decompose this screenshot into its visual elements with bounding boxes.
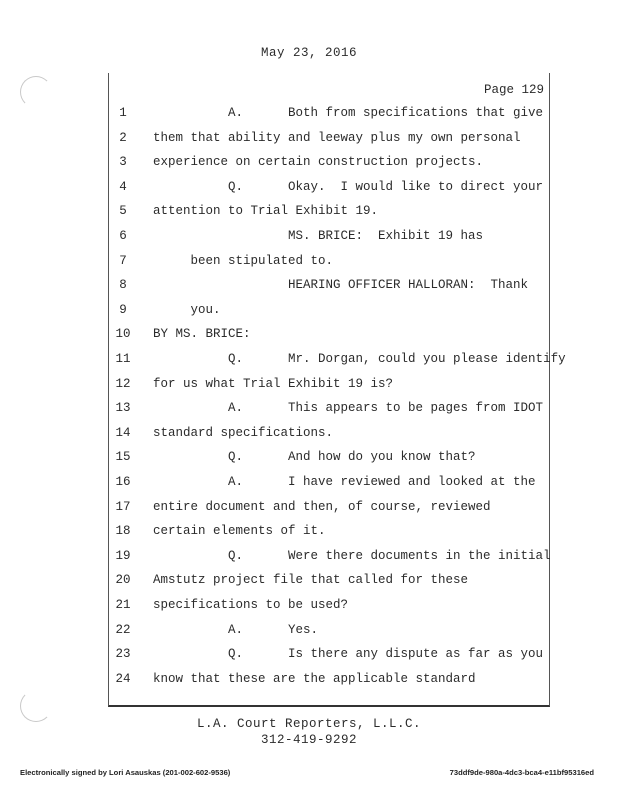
transcript-date: May 23, 2016 xyxy=(260,46,357,60)
line-number: 2 xyxy=(119,130,127,145)
electronic-signature: Electronically signed by Lori Asauskas (201-002-602-9536) xyxy=(20,768,231,777)
transcript-line xyxy=(108,642,548,667)
line-text: for us what Trial Exhibit 19 is? xyxy=(153,376,394,391)
document-id: 73ddf9de-980a-4dc3-bca4-e11bf95316ed xyxy=(449,768,594,777)
line-number: 24 xyxy=(115,671,131,686)
line-text: Q. Okay. I would like to direct your xyxy=(153,179,544,194)
transcript-line xyxy=(108,421,548,446)
line-number: 1 xyxy=(119,106,127,120)
transcript-line xyxy=(108,593,548,618)
line-number: 6 xyxy=(119,229,127,243)
transcript-line xyxy=(108,322,548,347)
transcript-line xyxy=(108,495,548,520)
line-text: MS. BRICE: Exhibit 19 has xyxy=(153,229,484,243)
transcript-line xyxy=(108,396,548,421)
page-number: Page 129 xyxy=(483,83,544,97)
line-text: A. This appears to be pages from IDOT xyxy=(153,401,544,416)
transcript-line xyxy=(108,249,548,274)
transcript-line xyxy=(108,101,548,126)
transcript-line xyxy=(108,445,548,470)
transcript-line xyxy=(108,298,548,323)
transcript-line xyxy=(108,667,548,692)
line-text: know that these are the applicable standard xyxy=(153,671,476,686)
line-number: 10 xyxy=(115,327,131,342)
line-number: 7 xyxy=(119,253,127,268)
transcript-line xyxy=(108,618,548,643)
transcript-line xyxy=(108,544,551,569)
line-text: A. I have reviewed and looked at the xyxy=(153,475,536,489)
line-number: 12 xyxy=(115,376,131,391)
line-text: Amstutz project file that called for these xyxy=(153,573,469,588)
line-text: standard specifications. xyxy=(153,425,334,440)
line-number: 21 xyxy=(115,598,131,612)
line-text: Q. Is there any dispute as far as you xyxy=(153,647,544,662)
line-number: 18 xyxy=(115,524,131,539)
transcript-line xyxy=(108,347,566,372)
line-text: A. Both from specifications that give xyxy=(153,106,544,120)
line-number: 14 xyxy=(115,425,131,440)
line-text: specifications to be used? xyxy=(153,598,349,612)
transcript-line xyxy=(108,273,548,298)
transcript-line xyxy=(108,470,548,495)
line-number: 9 xyxy=(119,302,127,317)
line-number: 22 xyxy=(115,622,131,637)
transcript-line xyxy=(108,175,548,200)
line-text: experience on certain construction projects. xyxy=(153,155,484,170)
transcript-line xyxy=(108,126,548,151)
line-text: Q. Were there documents in the initial xyxy=(153,548,551,563)
line-number: 23 xyxy=(115,647,131,662)
line-number: 5 xyxy=(119,204,127,219)
line-number: 3 xyxy=(119,155,127,170)
line-text: you. xyxy=(153,302,221,317)
punch-hole-top xyxy=(20,76,52,108)
line-text: A. Yes. xyxy=(153,622,319,637)
transcript-line xyxy=(108,519,548,544)
transcript-line xyxy=(108,568,548,593)
line-number: 8 xyxy=(119,278,127,293)
court-reporter-name: L.A. Court Reporters, L.L.C. xyxy=(196,717,422,731)
line-text: BY MS. BRICE: xyxy=(153,327,251,342)
line-text: entire document and then, of course, reviewed xyxy=(153,499,491,514)
transcript-line xyxy=(108,224,548,249)
line-text: certain elements of it. xyxy=(153,524,326,539)
line-text: them that ability and leeway plus my own personal xyxy=(153,130,521,145)
line-number: 15 xyxy=(115,450,131,465)
court-reporter-phone: 312-419-9292 xyxy=(260,733,357,747)
line-number: 16 xyxy=(115,475,131,489)
line-number: 20 xyxy=(115,573,131,588)
line-number: 4 xyxy=(119,179,127,194)
line-text: attention to Trial Exhibit 19. xyxy=(153,204,379,219)
line-number: 17 xyxy=(115,499,131,514)
line-number: 11 xyxy=(115,352,131,366)
line-number: 19 xyxy=(115,548,131,563)
line-text: HEARING OFFICER HALLORAN: Thank xyxy=(153,278,529,293)
transcript-line xyxy=(108,372,548,397)
transcript-line xyxy=(108,150,548,175)
line-text: been stipulated to. xyxy=(153,253,334,268)
line-number: 13 xyxy=(115,401,131,416)
line-text: Q. Mr. Dorgan, could you please identify xyxy=(153,352,566,366)
transcript-line xyxy=(108,199,548,224)
line-text: Q. And how do you know that? xyxy=(153,450,476,465)
